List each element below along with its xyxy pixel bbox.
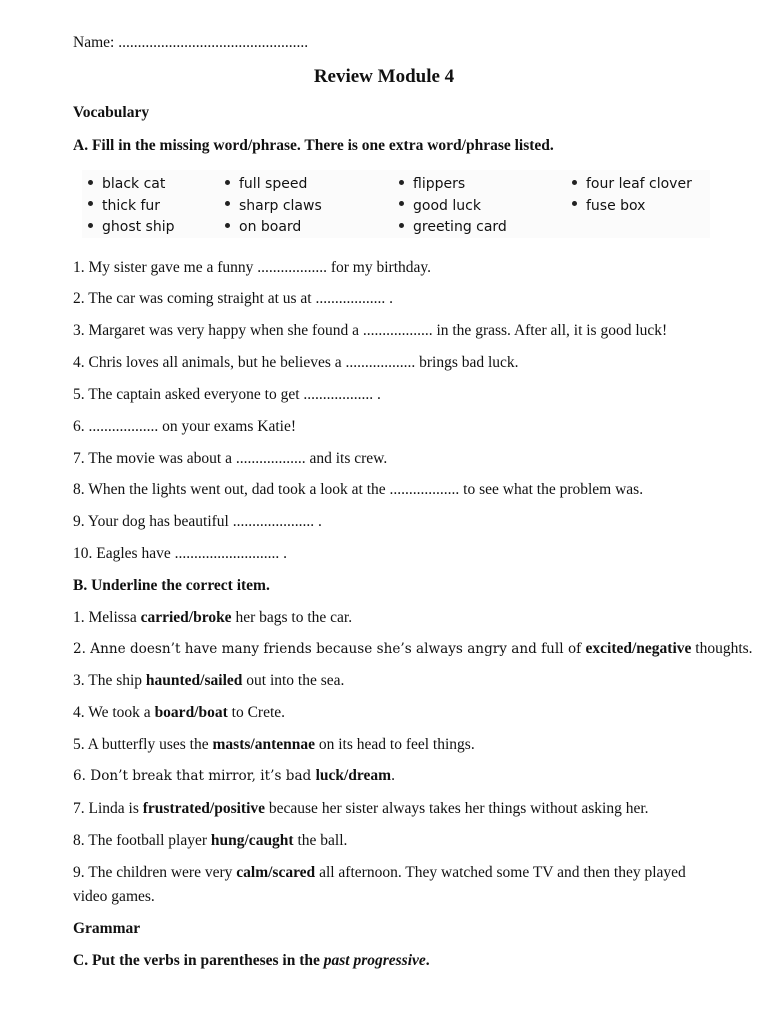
- section-b-item: 4. We took a board/boat to Crete.: [73, 704, 286, 721]
- bullet-icon: [225, 180, 230, 185]
- section-a-item: 4. Chris loves all animals, but he believes a .................. brings bad luck.: [73, 354, 519, 371]
- section-b-item: 2. Anne doesn’t have many friends because she’s always angry and full of excited/negative thoughts.: [73, 640, 753, 657]
- section-b-item: 1. Melissa carried/broke her bags to the car.: [73, 609, 353, 626]
- section-a-item: 9. Your dog has beautiful ..................... .: [73, 513, 322, 530]
- section-a-item: 10. Eagles have ........................... .: [73, 545, 287, 562]
- bullet-icon: [88, 201, 93, 206]
- section-b-item: 5. A butterfly uses the masts/antennae on its head to feel things.: [73, 736, 475, 753]
- bullet-icon: [399, 180, 404, 185]
- word-bank-item: sharp claws: [225, 196, 322, 218]
- section-b-item: 8. The football player hung/caught the ball.: [73, 832, 348, 849]
- word-bank-item: ghost ship: [88, 217, 175, 239]
- word-bank: [82, 170, 710, 238]
- page-title: Review Module 4: [313, 66, 455, 87]
- section-b-item: 9. The children were very calm/scared all afternoon. They watched some TV and then they played: [73, 864, 686, 881]
- section-a-instruction: A. Fill in the missing word/phrase. There is one extra word/phrase listed.: [73, 137, 554, 154]
- answer-choice: board/boat: [154, 704, 228, 721]
- section-b-item: 7. Linda is frustrated/positive because her sister always takes her things without asking her.: [73, 800, 649, 817]
- section-c-instruction: C. Put the verbs in parentheses in the past progressive.: [73, 952, 430, 969]
- word-bank-item: thick fur: [88, 196, 175, 218]
- bullet-icon: [225, 223, 230, 228]
- section-b-item: 6. Don’t break that mirror, it’s bad luck/dream.: [73, 767, 395, 784]
- bullet-icon: [88, 223, 93, 228]
- section-b-instruction: B. Underline the correct item.: [73, 577, 270, 594]
- answer-choice: excited/negative: [585, 640, 692, 657]
- word-bank-item: full speed: [225, 174, 322, 196]
- section-a-item: 8. When the lights went out, dad took a look at the .................. to see what the problem was.: [73, 481, 644, 498]
- word-bank-item: four leaf clover: [572, 174, 692, 196]
- section-a-item: 2. The car was coming straight at us at .................. .: [73, 290, 393, 307]
- bullet-icon: [399, 223, 404, 228]
- section-a-item: 3. Margaret was very happy when she found a .................. in the grass. After all, it is good luck!: [73, 322, 668, 339]
- word-bank-item: greeting card: [399, 217, 507, 239]
- answer-choice: luck/dream: [315, 767, 392, 784]
- word-bank-item: fuse box: [572, 196, 692, 218]
- bullet-icon: [88, 180, 93, 185]
- vocabulary-heading: Vocabulary: [73, 104, 150, 121]
- answer-choice: masts/antennae: [212, 736, 315, 753]
- word-bank-item: good luck: [399, 196, 507, 218]
- name-field-line: Name: .................................................: [73, 34, 309, 51]
- section-a-item: 6. .................. on your exams Katie!: [73, 418, 296, 435]
- word-bank-column-4: [572, 174, 692, 217]
- grammar-heading: Grammar: [73, 920, 141, 937]
- section-b-item-continuation: video games.: [73, 888, 155, 905]
- bullet-icon: [225, 201, 230, 206]
- answer-choice: calm/scared: [236, 864, 316, 881]
- bullet-icon: [399, 201, 404, 206]
- word-bank-item: on board: [225, 217, 322, 239]
- answer-choice: haunted/sailed: [145, 672, 243, 689]
- section-a-item: 7. The movie was about a .................. and its crew.: [73, 450, 388, 467]
- word-bank-column-2: [225, 174, 322, 239]
- section-a-item: 1. My sister gave me a funny .................. for my birthday.: [73, 259, 432, 276]
- answer-choice: frustrated/positive: [142, 800, 266, 817]
- section-a-item: 5. The captain asked everyone to get .................. .: [73, 386, 381, 403]
- word-bank-item: black cat: [88, 174, 175, 196]
- section-b-item: 3. The ship haunted/sailed out into the sea.: [73, 672, 345, 689]
- bullet-icon: [572, 201, 577, 206]
- answer-choice: hung/caught: [210, 832, 294, 849]
- answer-choice: carried/broke: [140, 609, 232, 626]
- word-bank-column-3: [399, 174, 507, 239]
- word-bank-column-1: [88, 174, 175, 239]
- bullet-icon: [572, 180, 577, 185]
- word-bank-item: flippers: [399, 174, 507, 196]
